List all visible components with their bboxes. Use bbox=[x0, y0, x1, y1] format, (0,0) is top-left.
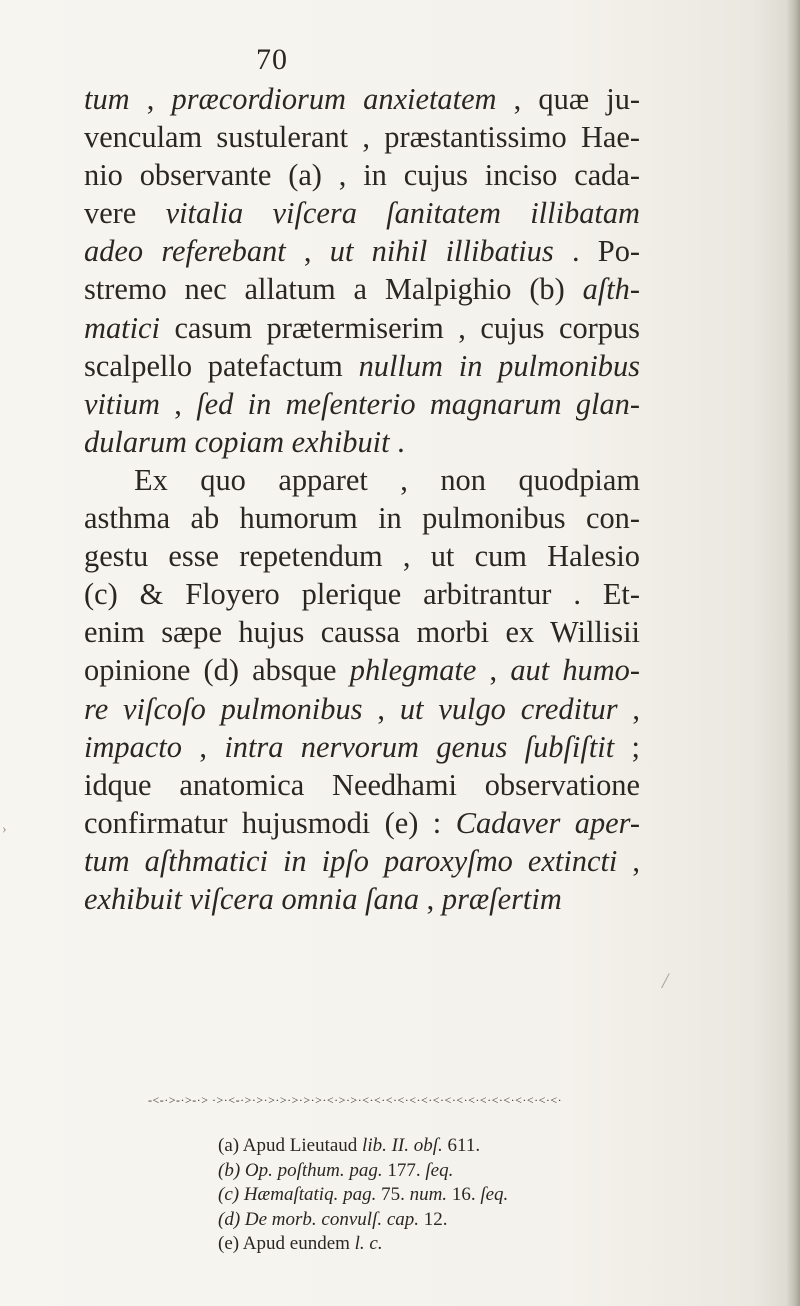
text-line bbox=[84, 194, 640, 232]
text-run: asthma ab humorum in pulmonibus con- bbox=[84, 501, 640, 536]
ink-mark: / bbox=[662, 968, 669, 993]
italic-text-run: adeo referebant bbox=[84, 234, 286, 269]
text-run: venculam sustulerant , præstantissimo Hae- bbox=[84, 120, 640, 155]
text-line bbox=[84, 385, 640, 423]
text-line bbox=[84, 842, 640, 880]
text-line bbox=[84, 651, 640, 689]
italic-text-run: tum bbox=[84, 82, 130, 116]
italic-text-run: dularum copiam exhibuit bbox=[84, 424, 390, 459]
text-line bbox=[84, 309, 640, 347]
text-line bbox=[84, 575, 640, 613]
text-run: ; bbox=[614, 729, 640, 764]
text-line bbox=[84, 804, 640, 842]
page-edge-shadow bbox=[786, 0, 800, 1306]
text-run: idque anatomica Needhami observatione bbox=[84, 767, 640, 802]
footnote bbox=[218, 1232, 638, 1257]
italic-text-run: tum aſthmatici in ipſo paroxyſmo extincti bbox=[84, 843, 618, 878]
text-run: confirmatur hujusmodi (e) : bbox=[84, 805, 456, 840]
text-run: 75. bbox=[376, 1184, 410, 1205]
text-run: 177. bbox=[382, 1159, 426, 1181]
text-run: stremo nec allatum a Malpighio (b) bbox=[84, 272, 583, 307]
text-run: nio observante (a) , in cujus inciso cada- bbox=[84, 158, 640, 193]
text-run: 12. bbox=[419, 1208, 448, 1230]
text-line bbox=[84, 156, 640, 194]
italic-text-run: impacto bbox=[84, 729, 182, 764]
text-run: scalpello patefactum bbox=[84, 348, 359, 383]
italic-text-run: (b) Op. poſthum. pag. bbox=[218, 1159, 383, 1181]
text-line bbox=[84, 728, 640, 766]
text-run bbox=[346, 82, 363, 116]
italic-text-run: re viſcoſo pulmonibus bbox=[84, 691, 363, 726]
text-run: gestu esse repetendum , ut cum Halesio bbox=[84, 539, 640, 574]
text-line bbox=[84, 347, 640, 385]
text-run: (c) & Floyero plerique arbitrantur . Et- bbox=[84, 577, 640, 612]
text-run: , bbox=[181, 729, 225, 764]
text-run: vere bbox=[84, 196, 166, 231]
footnotes bbox=[218, 1134, 638, 1257]
text-run: , bbox=[476, 653, 511, 688]
text-run: , bbox=[362, 691, 400, 726]
italic-text-run: ſed in meſenterio magnarum glan- bbox=[196, 386, 640, 421]
italic-text-run: lib. II. obſ. bbox=[362, 1135, 443, 1156]
body-text bbox=[84, 80, 640, 918]
italic-text-run: vitium bbox=[84, 386, 160, 421]
italic-text-run: præſertim bbox=[441, 881, 562, 916]
text-line bbox=[84, 880, 640, 918]
margin-mark: › bbox=[2, 822, 7, 837]
text-line bbox=[84, 80, 640, 118]
text-line bbox=[84, 537, 640, 575]
italic-text-run: anxietatem bbox=[363, 82, 497, 116]
italic-text-run: vitalia viſcera ſanitatem illibatam bbox=[165, 196, 640, 231]
text-run: enim sæpe hujus caussa morbi ex Willisii bbox=[84, 615, 640, 650]
italic-text-run: nullum in pulmonibus bbox=[358, 348, 641, 383]
text-run: (a) Apud Lieutaud bbox=[218, 1135, 363, 1156]
italic-text-run: ſeq. bbox=[425, 1159, 454, 1181]
text-run: , bbox=[159, 386, 197, 421]
text-line bbox=[84, 766, 640, 804]
italic-text-run: num. bbox=[409, 1184, 448, 1205]
italic-text-run: Cadaver aper- bbox=[455, 805, 640, 840]
italic-text-run: aſth- bbox=[582, 272, 640, 307]
text-line bbox=[84, 118, 640, 156]
text-line bbox=[84, 690, 640, 728]
footnote bbox=[218, 1159, 638, 1184]
italic-text-run: aut humo- bbox=[510, 653, 641, 688]
text-line bbox=[84, 499, 640, 537]
footnote bbox=[218, 1208, 638, 1233]
italic-text-run: ut vulgo creditur bbox=[399, 691, 618, 726]
text-run: 16. bbox=[447, 1184, 481, 1205]
footnote bbox=[218, 1134, 638, 1159]
italic-text-run: (c) Hæmaſtatiq. pag. bbox=[218, 1184, 377, 1205]
text-run: , bbox=[617, 691, 640, 726]
text-run: . bbox=[389, 424, 405, 459]
text-run: , bbox=[617, 843, 641, 878]
text-run: , quæ ju- bbox=[496, 82, 641, 116]
italic-text-run: præcordiorum bbox=[171, 82, 346, 116]
text-run: casum prætermiserim , cujus corpus bbox=[159, 310, 640, 345]
text-run: (e) Apud eundem bbox=[218, 1233, 355, 1254]
italic-text-run: intra nervorum genus ſubſiſtit bbox=[224, 729, 615, 764]
decorative-rule: -<-·>-·>-·> ·>·<-·>·>·>·>·>·>·>·<·>·>·<·<·<·<·<·<·<·<·<·<·<·<·<·<·<·<·<· bbox=[148, 1093, 563, 1107]
text-run: 611. bbox=[442, 1135, 481, 1156]
italic-text-run: phlegmate bbox=[349, 653, 477, 688]
text-line bbox=[84, 270, 640, 308]
italic-text-run: exhibuit viſcera omnia ſana bbox=[84, 881, 420, 916]
text-run: opinione (d) absque bbox=[84, 653, 350, 688]
italic-text-run: l. c. bbox=[354, 1233, 383, 1254]
italic-text-run: (d) De morb. convulſ. cap. bbox=[218, 1208, 420, 1230]
italic-text-run: ſeq. bbox=[480, 1184, 509, 1205]
text-run: , bbox=[285, 234, 330, 269]
text-line bbox=[84, 423, 640, 461]
text-run: Ex quo apparet , non quodpiam bbox=[134, 462, 640, 497]
page-number: 70 bbox=[256, 43, 288, 76]
text-line bbox=[84, 461, 640, 499]
text-line bbox=[84, 613, 640, 651]
italic-text-run: ut nihil illibatius bbox=[329, 234, 554, 269]
footnote bbox=[218, 1183, 638, 1208]
italic-text-run: matici bbox=[84, 310, 160, 345]
text-run: . Po- bbox=[553, 234, 641, 269]
text-run: , bbox=[419, 881, 442, 916]
text-line bbox=[84, 232, 640, 270]
text-run: , bbox=[129, 82, 172, 116]
